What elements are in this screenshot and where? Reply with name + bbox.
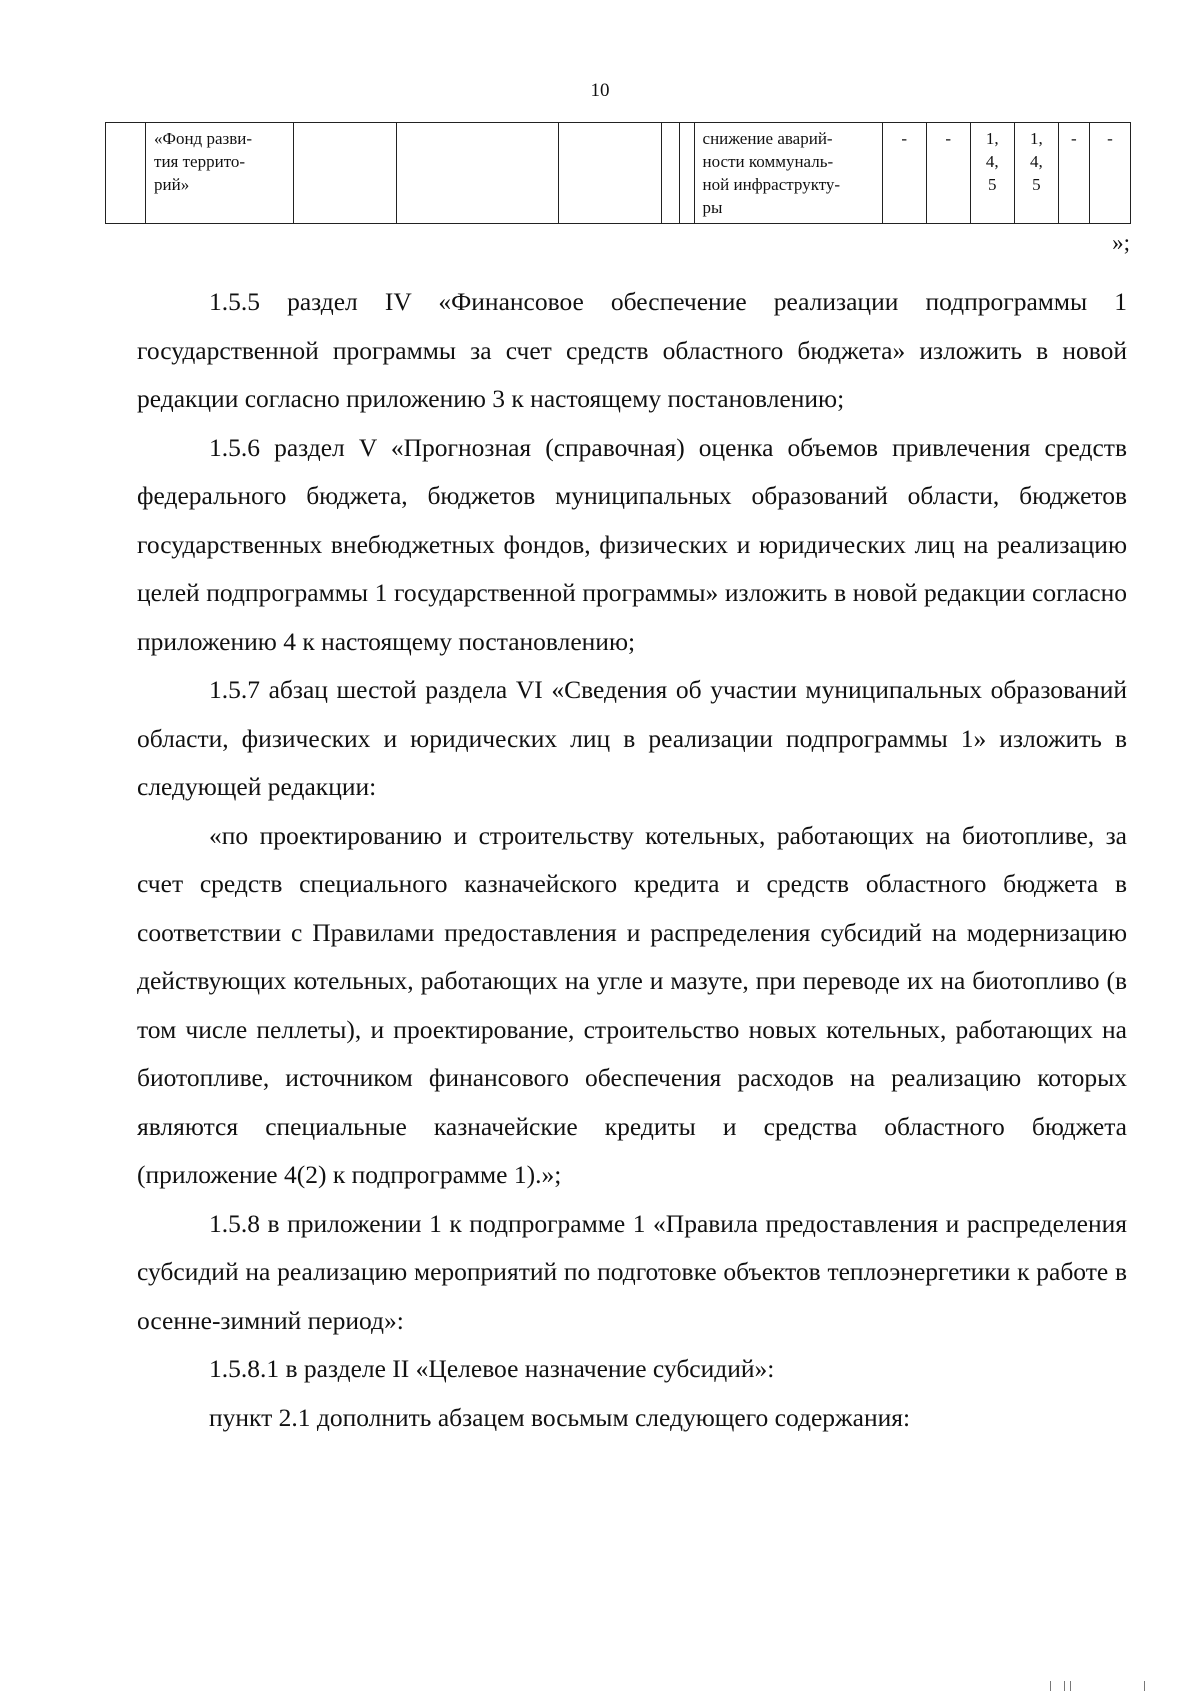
scan-edge-marks <box>1040 1681 1160 1691</box>
cell-line: 1, <box>985 129 999 148</box>
table-cell-dash: - <box>1058 123 1089 224</box>
cell-line: 4, <box>985 152 999 171</box>
cell-line: 5 <box>988 175 997 194</box>
table-cell <box>559 123 661 224</box>
paragraph-1-5-8-1: 1.5.8.1 в разделе II «Целевое назначение субсидий»: <box>209 1354 775 1383</box>
paragraph-quoted-text: «по проектированию и строительству котельных, работающих на биотопливе, за счет средств специального казначейского кредита и средств областного бюджета в соответствии с Правилами предоставления и распределения субсидий на модернизацию действующих котельных, работающих на угле и мазуте, при переводе их на биотопливо (в том числе пеллеты), и проектирование, строительство новых котельных, работающих на биотопливе, источником финансового обеспечения расходов на реализацию которых являются специальные казначейские кредиты и средства областного бюджета (приложение 4(2) к подпрограмме 1).»; <box>137 820 1127 1189</box>
paragraph-1-5-6: 1.5.6 раздел V «Прогнозная (справочная) оценка объемов привлечения средств федерального бюджета, бюджетов муниципальных образований области, бюджетов государственных внебюджетных фондов, физических и юридических лиц на реализацию целей подпрограммы 1 государственной программы» изложить в новой редакции согласно приложению 4 к настоящему постановлению; <box>137 432 1127 656</box>
table-closing-quote: »; <box>1112 230 1130 255</box>
cell-line: рий» <box>154 175 190 194</box>
cell-line: тия террито- <box>154 152 246 171</box>
cell-line: ности коммуналь- <box>702 152 834 171</box>
table-row <box>106 123 1131 224</box>
page-number: 10 <box>590 80 610 101</box>
table-cell <box>397 123 559 224</box>
paragraph-1-5-7: 1.5.7 абзац шестой раздела VI «Сведения об участии муниципальных образований области, физических и юридических лиц в реализации подпрограммы 1» изложить в следующей редакции: <box>137 675 1127 801</box>
continuation-table <box>105 122 1131 224</box>
cell-line: 1, <box>1029 129 1043 148</box>
table-cell <box>106 123 146 224</box>
table-cell-organization <box>146 123 294 224</box>
cell-line: снижение аварий- <box>702 129 833 148</box>
table-cell <box>294 123 397 224</box>
cell-line: «Фонд разви- <box>154 129 253 148</box>
table-cell-dash: - <box>882 123 926 224</box>
table-cell <box>679 123 694 224</box>
cell-line: ной инфраструкту- <box>702 175 841 194</box>
cell-line: 5 <box>1032 175 1041 194</box>
document-body <box>137 278 1127 1442</box>
table-cell <box>661 123 679 224</box>
table-cell-codes <box>970 123 1014 224</box>
paragraph-point-2-1: пункт 2.1 дополнить абзацем восьмым следующего содержания: <box>209 1402 911 1432</box>
paragraph-1-5-8: 1.5.8 в приложении 1 к подпрограмме 1 «Правила предоставления и распределения субсидий на реализацию мероприятий по подготовке объектов теплоэнергетики к работе в осенне-зимний период»: <box>137 1208 1127 1335</box>
table-cell-dash: - <box>1089 123 1130 224</box>
table-cell-dash: - <box>926 123 970 224</box>
cell-line: ры <box>702 198 723 217</box>
paragraph-1-5-5: 1.5.5 раздел IV «Финансовое обеспечение реализации подпрограммы 1 государственной программы за счет средств областного бюджета» изложить в новой редакции согласно приложению 3 к настоящему постановлению; <box>137 287 1127 413</box>
cell-line: 4, <box>1029 152 1043 171</box>
table-cell-result <box>694 123 882 224</box>
table-cell-codes <box>1014 123 1058 224</box>
